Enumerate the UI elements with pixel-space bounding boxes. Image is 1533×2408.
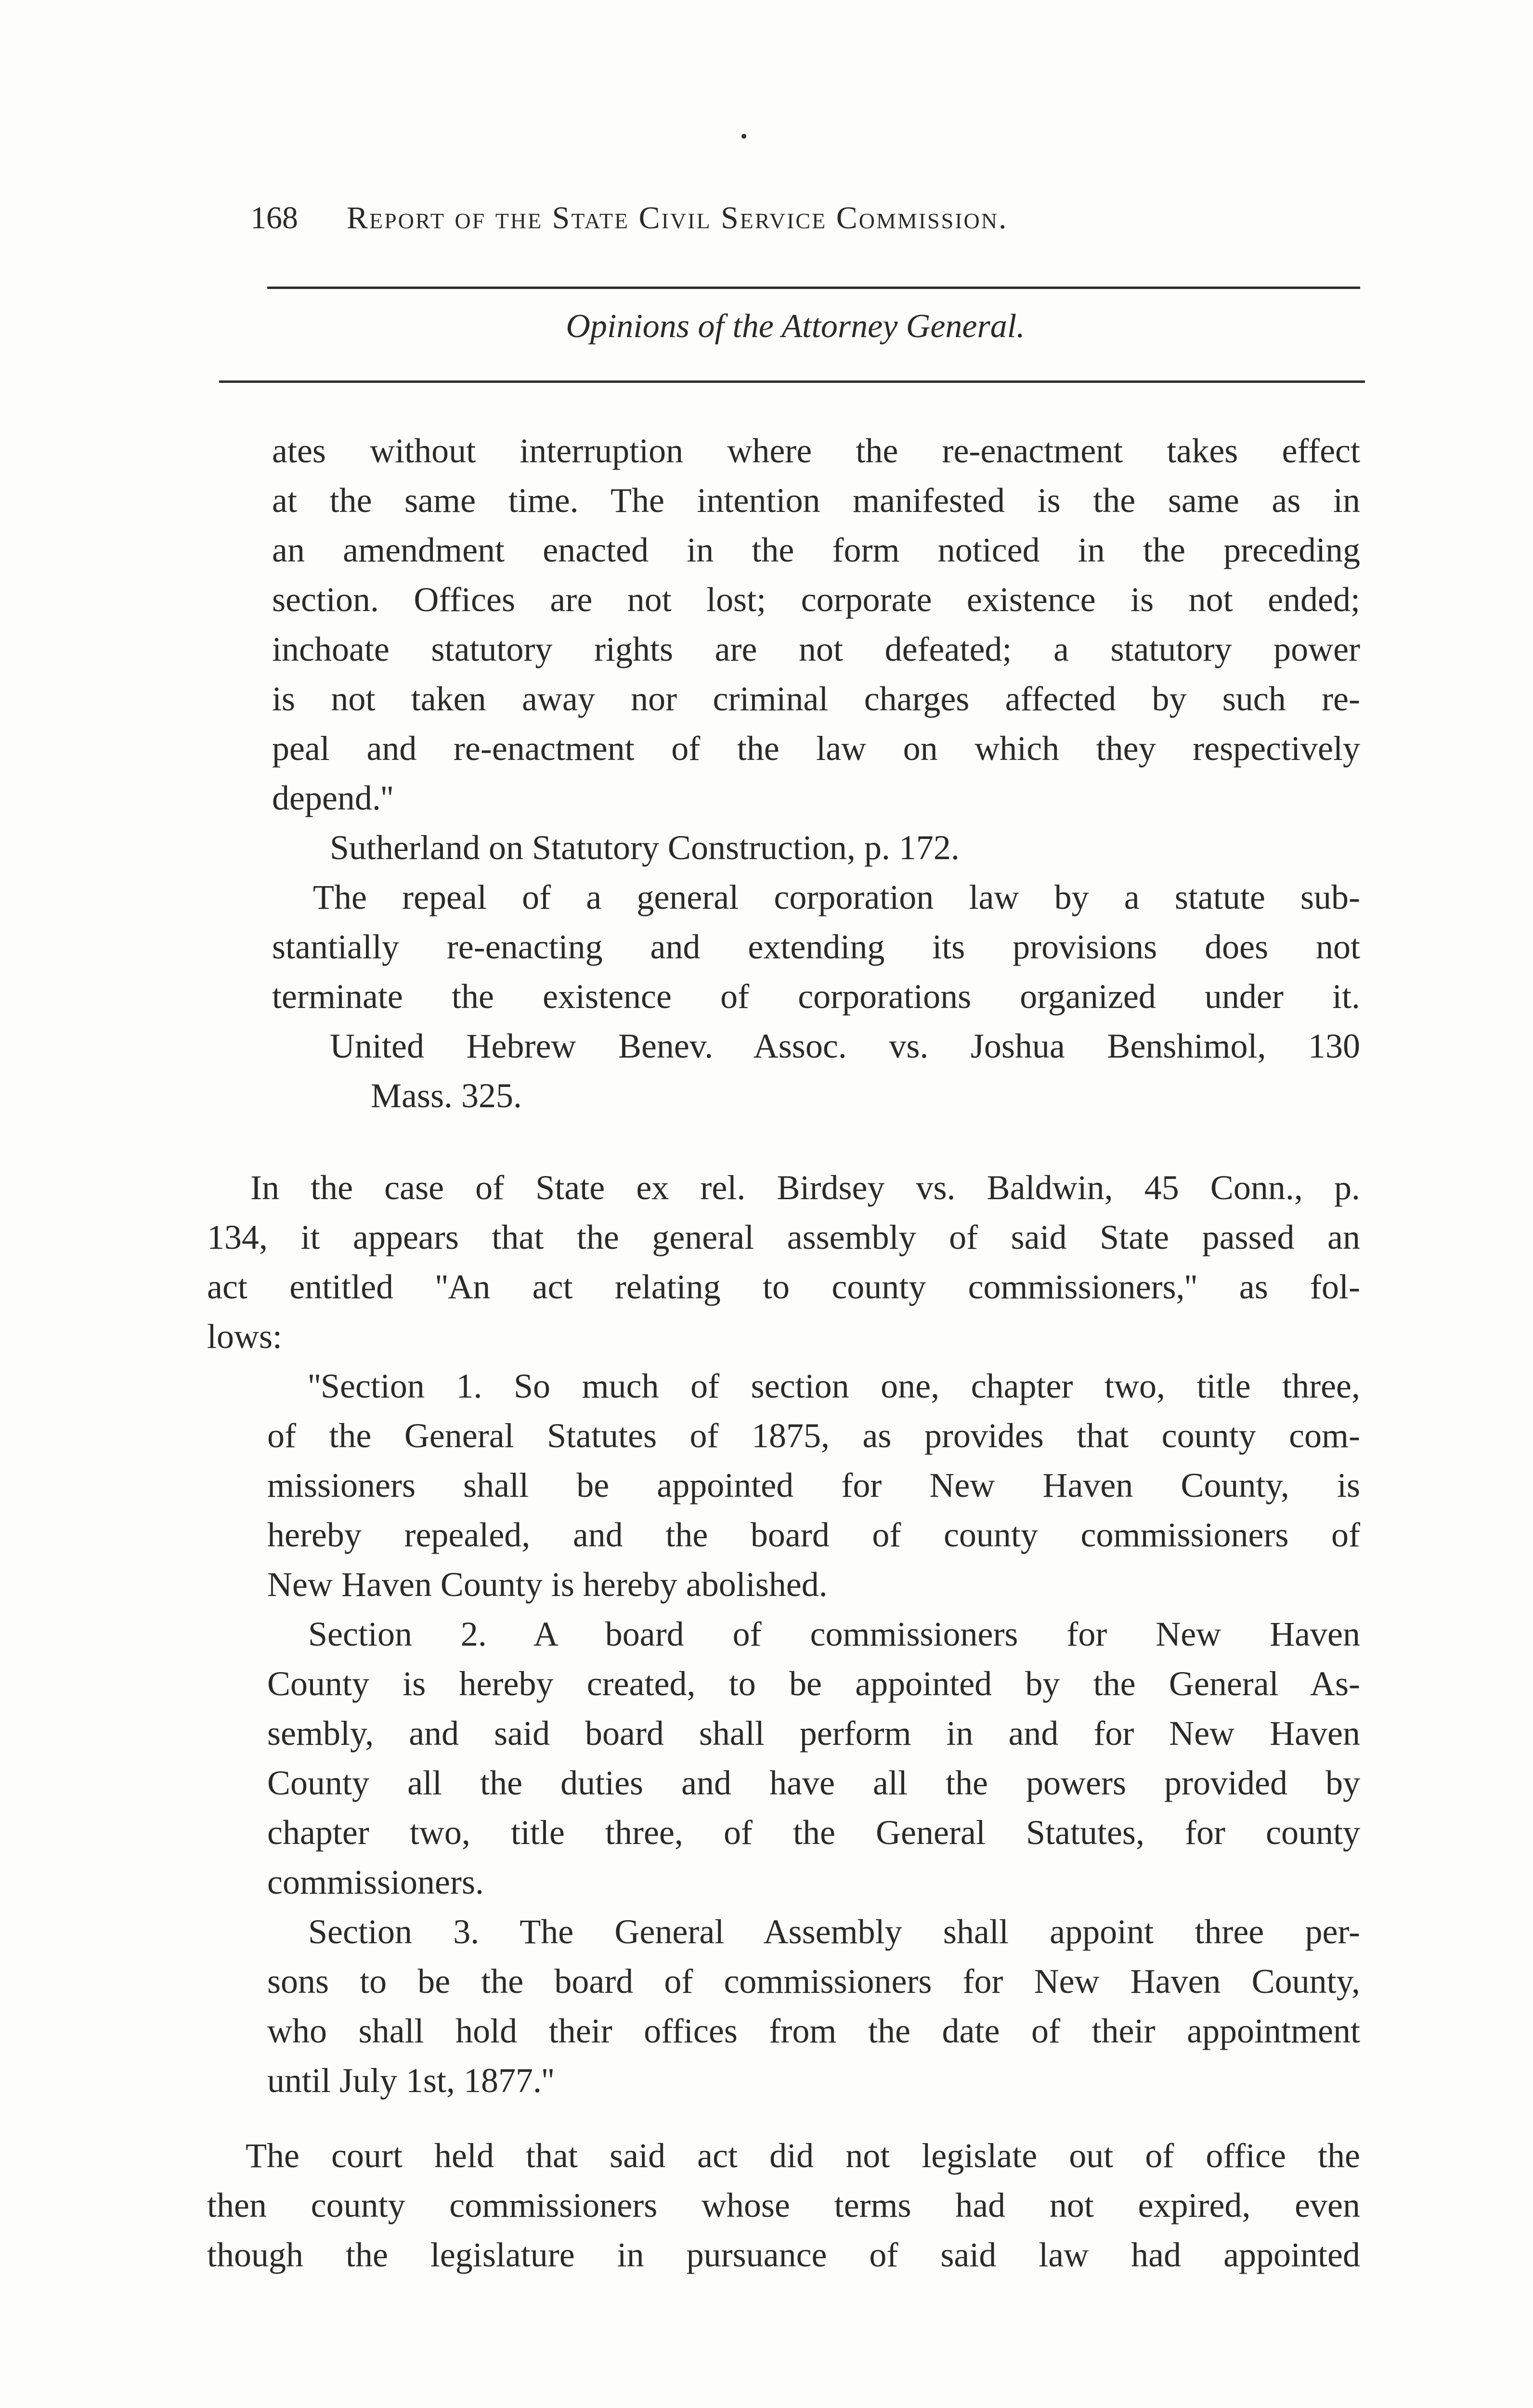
running-title: Report of the State Civil Service Commission. [347,200,1008,236]
text-line: The court held that said act did not legislate out of office the [246,2136,1360,2175]
statute-section-3 [267,1907,1360,2106]
text-line: who shall hold their offices from the date of their appointment [267,2012,1360,2050]
header-rule-bottom [219,380,1365,383]
header-rule-top [267,287,1360,289]
text-line: The repeal of a general corporation law by a statute sub- [313,878,1360,916]
stray-mark [741,134,746,139]
repeal-paragraph [272,873,1360,1021]
text-line: Mass. 325. [371,1076,522,1115]
case-intro [207,1163,1360,1361]
text-line: ''Section 1. So much of section one, chapter two, title three, [308,1367,1360,1405]
text-line: lows: [207,1317,283,1356]
text-line: Section 2. A board of commissioners for New Haven [308,1615,1360,1653]
text-line: County all the duties and have all the powers provided by [267,1764,1360,1802]
text-line: Section 3. The General Assembly shall appoint three per- [308,1912,1360,1951]
text-line: of the General Statutes of 1875, as provides that county com- [267,1416,1360,1455]
text-line: is not taken away nor criminal charges affected by such re- [272,680,1360,718]
text-line: County is hereby created, to be appointed by the General As- [267,1664,1360,1703]
holding-paragraph [207,2131,1360,2280]
text-line: New Haven County is hereby abolished. [267,1565,828,1604]
text-line: peal and re-enactment of the law on which they respectively [272,729,1360,768]
text-line: an amendment enacted in the form noticed in the preceding [272,531,1360,569]
text-line: stantially re-enacting and extending its provisions does not [272,928,1360,966]
text-line: terminate the existence of corporations organized under it. [272,977,1360,1016]
text-line: until July 1st, 1877.'' [267,2061,555,2100]
text-line: In the case of State ex rel. Birdsey vs. Baldwin, 45 Conn., p. [250,1168,1360,1207]
text-line: then county commissioners whose terms had not expired, even [207,2186,1360,2225]
text-line: section. Offices are not lost; corporate existence is not ended; [272,580,1360,619]
text-line: depend.'' [272,779,393,817]
text-line: commissioners. [267,1863,484,1901]
text-line: hereby repealed, and the board of county commissioners of [267,1516,1360,1554]
statute-section-1 [267,1361,1360,1610]
statute-section-2 [267,1610,1360,1907]
page-number: 168 [250,200,298,236]
text-line: 134, it appears that the general assembly of said State passed an [207,1218,1360,1256]
citation-benshimol [330,1021,1360,1121]
text-line: United Hebrew Benev. Assoc. vs. Joshua Benshimol, 130 [330,1027,1360,1065]
page-header [250,200,1358,253]
citation-sutherland [330,823,1360,873]
text-line: act entitled ''An act relating to county commissioners,'' as fol- [207,1268,1360,1306]
text-line: sembly, and said board shall perform in and for New Haven [267,1714,1360,1753]
text-line: Sutherland on Statutory Construction, p. 172. [330,828,960,867]
text-line: ates without interruption where the re-enactment takes effect [272,432,1360,470]
text-line: missioners shall be appointed for New Haven County, is [267,1466,1360,1505]
text-line: though the legislature in pursuance of said law had appointed [207,2236,1360,2274]
text-line: chapter two, title three, of the General Statutes, for county [267,1813,1360,1852]
text-line: inchoate statutory rights are not defeated; a statutory power [272,630,1360,668]
section-title: Opinions of the Attorney General. [566,308,1025,345]
text-line: at the same time. The intention manifested is the same as in [272,481,1360,520]
text-line: sons to be the board of commissioners for New Haven County, [267,1962,1360,2001]
quote-continuation [272,426,1360,823]
